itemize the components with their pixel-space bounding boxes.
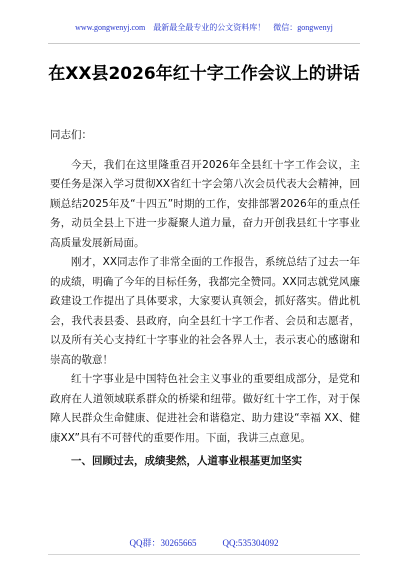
body-paragraph-2: 刚才，XX同志作了非常全面的工作报告，系统总结了过去一年的成绩，明确了今年的目标任务，我都完全赞同。XX同志就党风廉政建设工作提出了具体要求，大家要认真领会，抓好落实。借此机会，我代表县委、县政府，向全县红十字工作者、会员和志愿者，以及所有关心支持红十字事业的社会各界人士，表示衷心的感谢和崇高的敬意！: [50, 256, 360, 366]
salutation: 同志们：: [50, 129, 92, 141]
qq-group: QQ群：30265665: [129, 538, 197, 548]
body-paragraph-3: 红十字事业是中国特色社会主义事业的重要组成部分，是党和政府在人道领域联系群众的桥梁和纽带。做好红十字工作，对于保障人民群众生命健康、促进社会和谐稳定、助力建设“幸福 XX、健康XX”具有不可替代的重要作用。下面，我讲三点意见。: [50, 373, 360, 444]
document-title: 在XX县2026年红十字工作会议上的讲话: [48, 64, 360, 84]
document-body: [50, 126, 360, 472]
page-footer: [0, 536, 408, 549]
qq-contact: QQ:535304092: [222, 538, 279, 548]
page-header: [0, 22, 408, 33]
footer-divider: [48, 554, 360, 555]
body-paragraph-1: 今天，我们在这里隆重召开2026年全县红十字工作会议，主要任务是深入学习贯彻XX省红十字会第八次会员代表大会精神，回顾总结2025年及“十四五”时期的工作，安排部署2026年的重点任务，动员全县上下进一步凝聚人道力量，奋力开创我县红十字事业高质量发展新局面。: [50, 158, 360, 249]
header-divider: [48, 43, 360, 44]
website-link[interactable]: www.gongwenyj.com: [75, 23, 146, 32]
wechat-id: 微信：gongwenyj: [273, 23, 333, 32]
section-heading-1: 一、回顾过去，成绩斐然，人道事业根基更加坚实: [71, 455, 302, 467]
header-slogan: 最新最全最专业的公文资料库！: [153, 23, 266, 32]
